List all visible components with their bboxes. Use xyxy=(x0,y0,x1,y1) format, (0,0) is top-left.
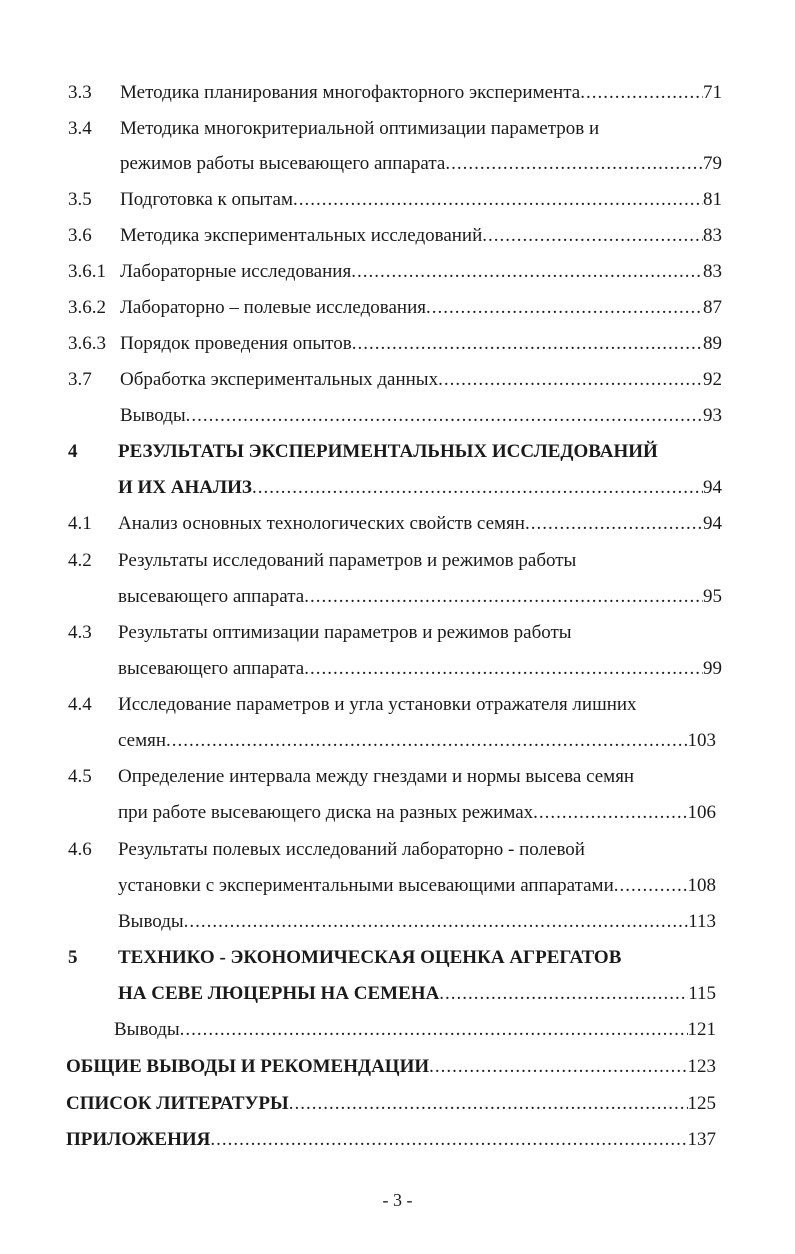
toc-title: Подготовка к опытам xyxy=(120,189,293,210)
toc-number: 3.6.3 xyxy=(68,333,106,354)
toc-title: Результаты исследований параметров и режимов работы xyxy=(118,550,577,571)
toc-line xyxy=(118,437,722,467)
toc-page: 71 xyxy=(703,82,722,103)
toc-page: 113 xyxy=(688,911,716,932)
toc-leader xyxy=(438,365,703,395)
toc-leader xyxy=(304,582,703,612)
toc-number: 3.6 xyxy=(68,225,92,246)
toc-line xyxy=(66,1089,716,1119)
toc-page: 87 xyxy=(703,297,722,318)
toc-line xyxy=(118,907,716,937)
toc-title: режимов работы высевающего аппарата xyxy=(120,153,446,174)
toc-leader xyxy=(439,979,688,1009)
toc-title: Определение интервала между гнездами и нормы высева семян xyxy=(118,766,635,787)
toc-number: 4.1 xyxy=(68,513,92,534)
toc-leader xyxy=(180,1015,688,1045)
toc-line xyxy=(120,401,722,431)
toc-line xyxy=(118,473,722,503)
toc-title: РЕЗУЛЬТАТЫ ЭКСПЕРИМЕНТАЛЬНЫХ ИССЛЕДОВАНИЙ xyxy=(118,441,658,462)
toc-page: 94 xyxy=(703,513,722,534)
toc-line xyxy=(120,257,722,287)
toc-leader xyxy=(533,798,687,828)
toc-title: Анализ основных технологических свойств семян xyxy=(118,513,525,534)
toc-title: Выводы xyxy=(120,405,186,426)
toc-page: 115 xyxy=(688,983,716,1004)
toc-leader xyxy=(482,221,703,251)
toc-line xyxy=(66,1125,716,1155)
page-number: - 3 - xyxy=(382,1190,413,1210)
toc-line xyxy=(120,114,722,144)
toc-title: Результаты полевых исследований лабораторно - полевой xyxy=(118,839,585,860)
toc-line xyxy=(118,871,716,901)
toc-leader xyxy=(252,473,703,503)
toc-title: Результаты оптимизации параметров и режимов работы xyxy=(118,622,572,643)
toc-line xyxy=(118,835,722,865)
toc-line xyxy=(120,149,722,179)
toc-leader xyxy=(580,78,703,108)
toc-leader xyxy=(614,871,688,901)
toc-leader xyxy=(351,257,703,287)
toc-title: Методика многокритериальной оптимизации параметров и xyxy=(120,118,600,139)
toc-line xyxy=(118,979,716,1009)
toc-number: 4.4 xyxy=(68,694,92,715)
toc-page: 106 xyxy=(687,802,716,823)
toc-line xyxy=(118,690,722,720)
toc-leader xyxy=(525,509,703,539)
toc-page: 79 xyxy=(703,153,722,174)
toc-title: Методика планирования многофакторного эксперимента xyxy=(120,82,581,103)
toc-number: 3.7 xyxy=(68,369,92,390)
toc-number: 3.6.1 xyxy=(68,261,106,282)
toc-page: 83 xyxy=(703,261,722,282)
toc-number: 3.5 xyxy=(68,189,92,210)
toc-page: 81 xyxy=(703,189,722,210)
toc-title: семян xyxy=(118,730,167,751)
toc-line xyxy=(118,943,722,973)
toc-page: 137 xyxy=(687,1129,716,1150)
toc-page: 89 xyxy=(703,333,722,354)
toc-line xyxy=(118,582,722,612)
toc-title: ТЕХНИКО - ЭКОНОМИЧЕСКАЯ ОЦЕНКА АГРЕГАТОВ xyxy=(118,947,622,968)
toc-line xyxy=(120,329,722,359)
toc-line xyxy=(118,798,716,828)
toc-line xyxy=(114,1015,716,1045)
toc-leader xyxy=(304,654,703,684)
toc-title: установки с экспериментальными высевающими аппаратами xyxy=(118,875,614,896)
toc-number: 5 xyxy=(68,947,78,968)
toc-page: 103 xyxy=(687,730,716,751)
toc-title: Выводы xyxy=(118,911,184,932)
toc-title: Лабораторные исследования xyxy=(120,261,352,282)
toc-line xyxy=(118,726,716,756)
toc-leader xyxy=(289,1089,688,1119)
toc-leader xyxy=(210,1125,687,1155)
toc-number: 4.3 xyxy=(68,622,92,643)
toc-title: при работе высевающего диска на разных режимах xyxy=(118,802,534,823)
toc-title: Лабораторно – полевые исследования xyxy=(120,297,426,318)
toc-line xyxy=(118,618,722,648)
toc-page: 94 xyxy=(703,477,722,498)
toc-page: 123 xyxy=(687,1056,716,1077)
toc-leader xyxy=(184,907,689,937)
toc-line xyxy=(118,509,722,539)
toc-title: Обработка экспериментальных данных xyxy=(120,369,439,390)
toc-title: ОБЩИЕ ВЫВОДЫ И РЕКОМЕНДАЦИИ xyxy=(66,1056,430,1077)
toc-line xyxy=(118,654,722,684)
toc-page: 121 xyxy=(687,1019,716,1040)
toc-title: И ИХ АНАЛИЗ xyxy=(118,477,252,498)
toc-leader xyxy=(186,401,703,431)
toc-number: 3.3 xyxy=(68,82,92,103)
toc-line xyxy=(118,546,722,576)
toc-leader xyxy=(445,149,703,179)
toc-number: 4 xyxy=(68,441,78,462)
toc-title: Выводы xyxy=(114,1019,180,1040)
toc-leader xyxy=(429,1052,687,1082)
toc-page: 95 xyxy=(703,586,722,607)
toc-page: 125 xyxy=(687,1093,716,1114)
toc-page: 108 xyxy=(687,875,716,896)
toc-title: СПИСОК ЛИТЕРАТУРЫ xyxy=(66,1093,289,1114)
toc-title: НА СЕВЕ ЛЮЦЕРНЫ НА СЕМЕНА xyxy=(118,983,440,1004)
toc-line xyxy=(118,762,722,792)
toc-title: Порядок проведения опытов xyxy=(120,333,352,354)
toc-title: высевающего аппарата xyxy=(118,658,305,679)
toc-line xyxy=(120,365,722,395)
toc-line xyxy=(120,293,722,323)
toc-title: Исследование параметров и угла установки отражателя лишних xyxy=(118,694,637,715)
toc-number: 3.4 xyxy=(68,118,92,139)
toc-leader xyxy=(352,329,703,359)
toc-number: 4.5 xyxy=(68,766,92,787)
toc-line xyxy=(120,221,722,251)
toc-title: высевающего аппарата xyxy=(118,586,305,607)
toc-line xyxy=(66,1052,716,1082)
toc-page: 83 xyxy=(703,225,722,246)
toc-line xyxy=(120,78,722,108)
toc-line xyxy=(120,185,722,215)
toc-title: Методика экспериментальных исследований xyxy=(120,225,483,246)
toc-leader xyxy=(293,185,703,215)
toc-leader xyxy=(166,726,687,756)
toc-number: 4.2 xyxy=(68,550,92,571)
toc-page: 99 xyxy=(703,658,722,679)
toc-leader xyxy=(426,293,703,323)
toc-page: 93 xyxy=(703,405,722,426)
toc-title: ПРИЛОЖЕНИЯ xyxy=(66,1129,211,1150)
toc-number: 3.6.2 xyxy=(68,297,106,318)
toc-number: 4.6 xyxy=(68,839,92,860)
toc-page: 92 xyxy=(703,369,722,390)
